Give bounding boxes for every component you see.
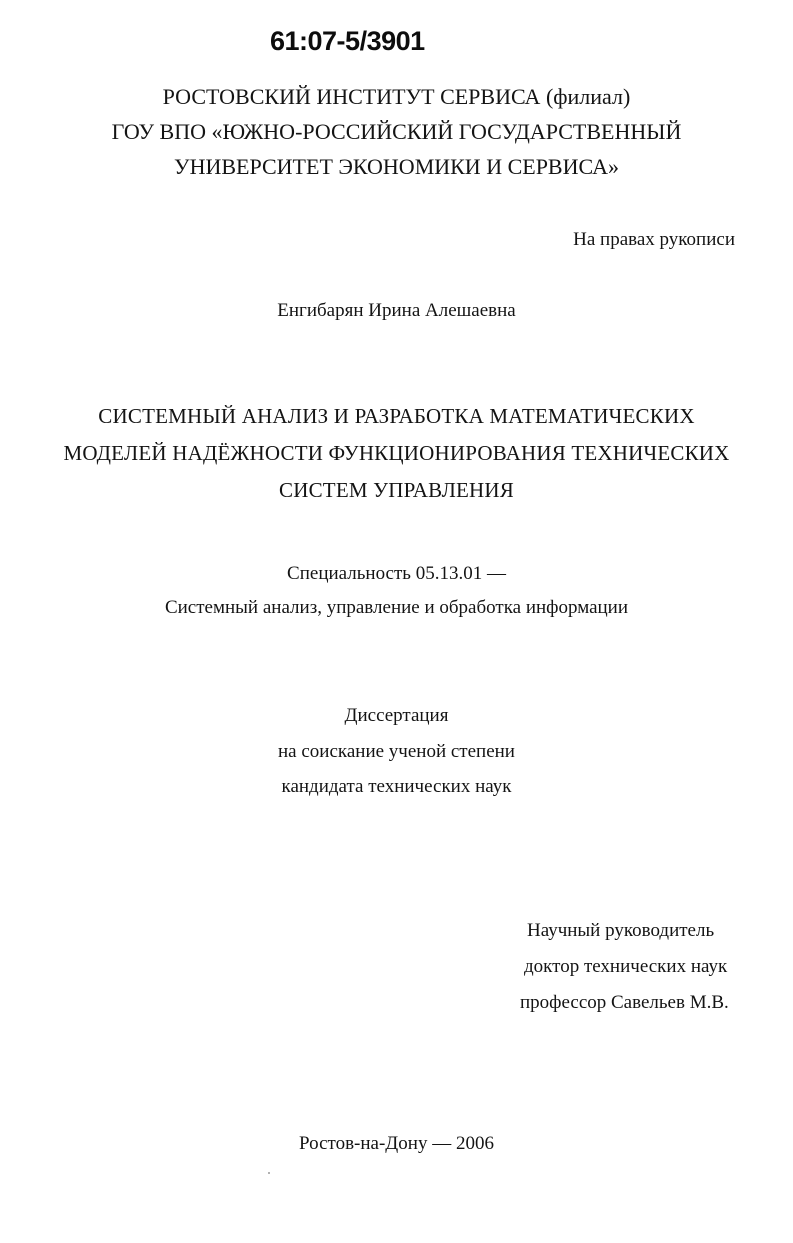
degree-line-2: на соискание ученой степени [278, 741, 515, 762]
institution-line-1: РОСТОВСКИЙ ИНСТИТУТ СЕРВИСА (филиал) [162, 84, 631, 109]
institution-line-2: ГОУ ВПО «ЮЖНО-РОССИЙСКИЙ ГОСУДАРСТВЕННЫЙ [111, 119, 682, 144]
supervisor-degree: доктор технических наук [524, 956, 728, 977]
scan-speck [268, 1172, 270, 1174]
specialty-name: Системный анализ, управление и обработка информации [164, 597, 629, 618]
title-line-3: СИСТЕМ УПРАВЛЕНИЯ [279, 478, 514, 502]
degree-line-1: Диссертация [344, 705, 449, 726]
author-name: Енгибарян Ирина Алешаевна [277, 300, 516, 321]
city-year: Ростов-на-Дону — 2006 [299, 1133, 494, 1154]
title-line-1: СИСТЕМНЫЙ АНАЛИЗ И РАЗРАБОТКА МАТЕМАТИЧЕСКИХ [98, 404, 695, 428]
degree-line-3: кандидата технических наук [281, 776, 512, 797]
specialty-code: Специальность 05.13.01 — [287, 563, 506, 584]
supervisor-name: профессор Савельев М.В. [520, 992, 729, 1013]
archive-stamp-number: 61:07-5/3901 [270, 26, 425, 56]
institution-line-3: УНИВЕРСИТЕТ ЭКОНОМИКИ И СЕРВИСА» [174, 154, 619, 179]
supervisor-role: Научный руководитель [527, 920, 715, 941]
manuscript-note: На правах рукописи [573, 229, 735, 250]
title-line-2: МОДЕЛЕЙ НАДЁЖНОСТИ ФУНКЦИОНИРОВАНИЯ ТЕХНИЧЕСКИХ [63, 441, 730, 465]
